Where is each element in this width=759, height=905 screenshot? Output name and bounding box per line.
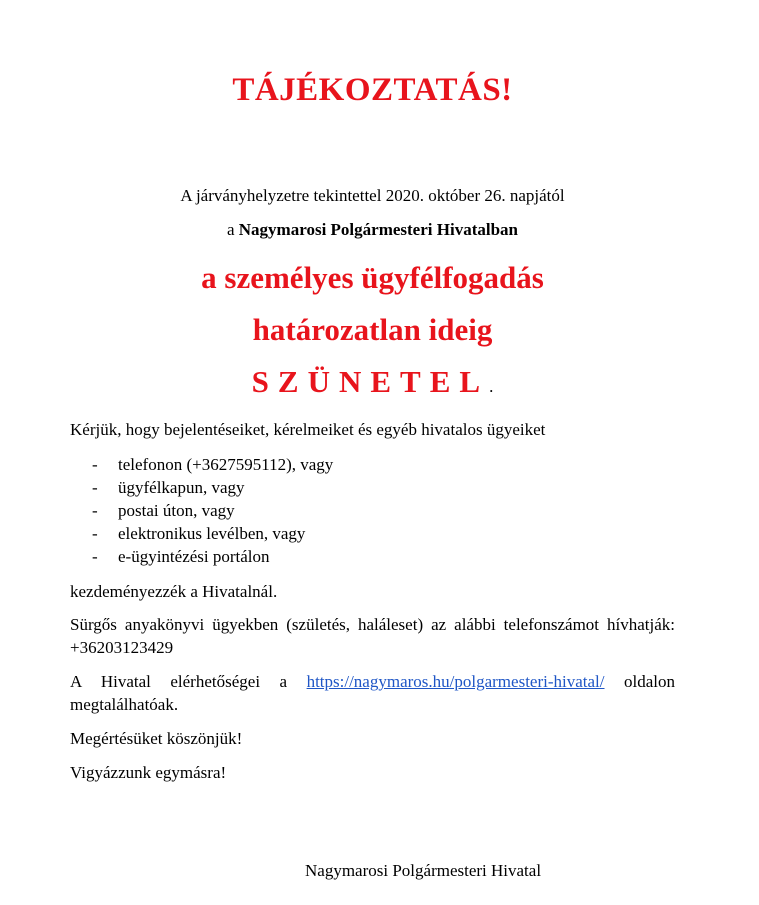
headline-line-3 xyxy=(0,364,745,400)
list-item-text: telefonon (+3627595112), vagy xyxy=(118,455,334,474)
intro-office-name: Nagymarosi Polgármesteri Hivatalban xyxy=(238,220,518,239)
intro-date-line: A járványhelyzetre tekintettel 2020. október 26. napjától xyxy=(180,186,565,205)
headline-line-1: a személyes ügyfélfogadás xyxy=(201,260,544,295)
bullet-dash: - xyxy=(92,455,98,474)
contact-paragraph xyxy=(70,670,675,716)
urgent-paragraph: Sürgős anyakönyvi ügyekben (születés, haláleset) az alábbi telefonszámot hívhatják: +36203123429 xyxy=(70,615,675,657)
list-item xyxy=(92,499,333,522)
request-paragraph: Kérjük, hogy bejelentéseiket, kérelmeiket és egyéb hivatalos ügyeiket xyxy=(70,420,546,439)
headline-suspended-word: SZÜNETEL xyxy=(251,364,490,399)
initiate-paragraph: kezdeményezzék a Hivatalnál. xyxy=(70,582,278,601)
list-item xyxy=(92,453,333,476)
bullet-dash: - xyxy=(92,524,98,543)
office-website-link[interactable]: https://nagymaros.hu/polgarmesteri-hivatal/ xyxy=(306,672,605,691)
list-item xyxy=(92,522,333,545)
list-item xyxy=(92,545,333,568)
intro-office-line xyxy=(0,220,745,240)
headline-period: . xyxy=(489,377,494,396)
care-paragraph: Vigyázzunk egymásra! xyxy=(70,763,227,782)
contact-suffix: oldalon megtalálhatóak. xyxy=(70,672,675,714)
page-title: TÁJÉKOZTATÁS! xyxy=(232,72,513,108)
list-item xyxy=(92,476,333,499)
bullet-dash: - xyxy=(92,501,98,520)
bullet-dash: - xyxy=(92,478,98,497)
contact-prefix: A Hivatal elérhetőségei a xyxy=(70,672,288,691)
list-item-text: postai úton, vagy xyxy=(118,501,235,520)
headline-line-2: határozatlan ideig xyxy=(252,312,493,347)
bullet-dash: - xyxy=(92,547,98,566)
signature: Nagymarosi Polgármesteri Hivatal xyxy=(305,861,542,880)
intro-office-prefix: a xyxy=(226,220,235,239)
list-item-text: e-ügyintézési portálon xyxy=(118,547,270,566)
list-item-text: ügyfélkapun, vagy xyxy=(118,478,245,497)
channel-list xyxy=(92,453,333,568)
thanks-paragraph: Megértésüket köszönjük! xyxy=(70,729,243,748)
list-item-text: elektronikus levélben, vagy xyxy=(118,524,306,543)
